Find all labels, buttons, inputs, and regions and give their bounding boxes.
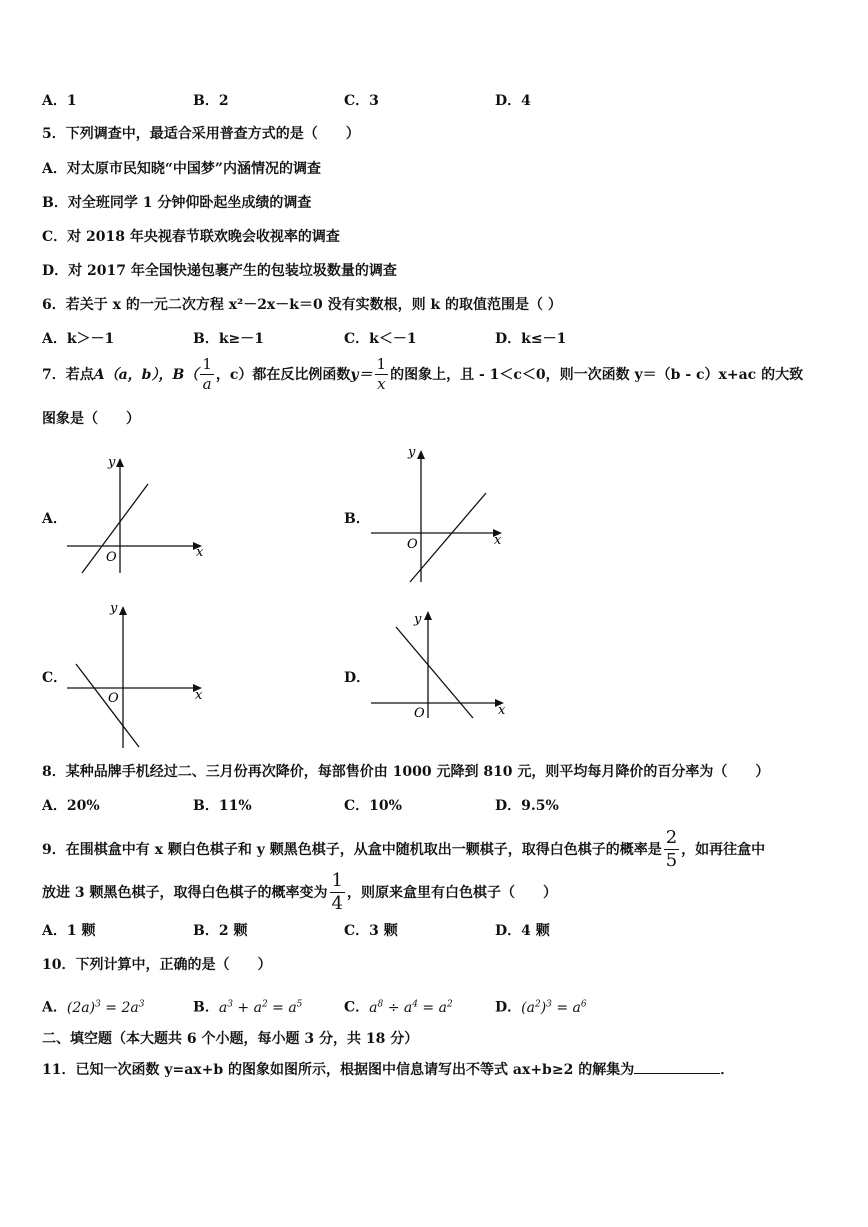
q8-option-d: D．9.5% (495, 798, 559, 814)
option-label: C． (344, 999, 370, 1016)
q9-stem-line1 (42, 829, 765, 870)
y-axis-label: y (110, 601, 118, 616)
q10-expr-d: $(a^2)^3 = a^6$ (521, 999, 587, 1016)
q10-option-d (495, 995, 587, 1017)
q11-end: ． (720, 1062, 735, 1078)
q5-option-a: A．对太原市民知晓“中国梦”内涵情况的调查 (42, 161, 321, 177)
y-axis-label: y (414, 612, 422, 627)
frac-numerator: 2 (665, 827, 678, 848)
q9-frac-1-4 (330, 872, 345, 913)
frac-numerator: 1 (331, 870, 343, 891)
q6-option-b: B．k≥－1 (193, 331, 265, 347)
q5-option-c: C．对 2018 年央视春节联欢晚会收视率的调查 (42, 229, 340, 245)
q11-stem (42, 1059, 734, 1079)
q6-option-d: D．k≤－1 (495, 331, 567, 347)
q9-stem-line2 (42, 872, 557, 913)
x-axis-label: x (494, 533, 502, 548)
origin-label: O (407, 537, 418, 552)
q4-option-c: C．3 (344, 93, 379, 109)
q7-stem-line2: 图象是（ ） (42, 411, 140, 427)
q4-option-b: B．2 (193, 93, 229, 109)
option-label: A． (42, 999, 67, 1016)
q9-line1-post: ，如再往盒中 (681, 841, 766, 858)
q7-graph-c (62, 598, 212, 750)
x-axis-label: x (498, 703, 506, 718)
option-label: D． (495, 999, 522, 1016)
q10-option-b (193, 995, 302, 1017)
q9-line1-pre: 9．在围棋盒中有 x 颗白色棋子和 y 颗黑色棋子，从盒中随机取出一颗棋子，取得白色棋子的概率是 (42, 841, 662, 858)
q8-option-a: A．20% (42, 798, 100, 814)
frac-denominator: 4 (331, 893, 343, 914)
q11-answer-blank[interactable] (634, 1059, 720, 1074)
q7-frac-1-over-a (200, 357, 214, 392)
q6-option-c: C．k＜－1 (344, 331, 417, 347)
q9-option-d: D．4 颗 (495, 923, 550, 939)
frac-numerator: 1 (376, 355, 387, 373)
q7-part2: 的图象上，且 - 1＜c＜0，则一次函数 y＝（b - c）x+ac 的大致 (390, 366, 804, 383)
q10-stem: 10．下列计算中，正确的是（ ） (42, 957, 272, 973)
q7-option-a-label: A． (42, 511, 67, 527)
q11-text: 11．已知一次函数 y=ax+b 的图象如图所示，根据图中信息请写出不等式 ax+b≥2 的解集为 (42, 1062, 635, 1078)
q9-option-b: B．2 颗 (193, 923, 248, 939)
q7-frac-1-over-x (375, 357, 389, 392)
q10-option-c (344, 995, 453, 1017)
origin-label: O (106, 550, 117, 565)
q7-graph-b (366, 440, 516, 585)
q9-frac-2-5 (664, 829, 679, 870)
q7-point-a: A（a，b）， (93, 366, 173, 383)
q5-option-d: D．对 2017 年全国快递包裹产生的包装垃圾数量的调查 (42, 263, 397, 279)
frac-denominator: 5 (665, 850, 678, 871)
q8-stem: 8．某种品牌手机经过二、三月份再次降价，每部售价由 1000 元降到 810 元，则平均每月降价的百分率为（ ） (42, 764, 770, 780)
q9-option-a: A．1 颗 (42, 923, 96, 939)
section-2-heading: 二、填空题（本大题共 6 个小题，每小题 3 分，共 18 分） (42, 1031, 419, 1047)
q4-option-a: A．1 (42, 93, 77, 109)
y-axis-label: y (408, 445, 416, 460)
q6-option-a: A．k＞－1 (42, 331, 115, 347)
q8-option-b: B．11% (193, 798, 252, 814)
q7-option-c-label: C． (42, 670, 68, 686)
q7-point-b-pre: B（ (172, 366, 199, 383)
q8-option-c: C．10% (344, 798, 402, 814)
q5-stem: 5．下列调查中，最适合采用普查方式的是（ ） (42, 126, 360, 142)
q7-option-b-label: B． (344, 511, 370, 527)
q5-option-b: B．对全班同学 1 分钟仰卧起坐成绩的调查 (42, 195, 312, 211)
q7-point-b-post: ，c）都在反比例函数 (215, 366, 351, 383)
q10-option-a (42, 995, 144, 1017)
q10-expr-a: $(2a)^3 = 2a^3$ (66, 999, 145, 1016)
q7-func-y: y＝ (350, 366, 373, 383)
q7-graph-d (366, 605, 516, 720)
origin-label: O (414, 706, 425, 720)
q4-option-d: D．4 (495, 93, 531, 109)
x-axis-label: x (196, 545, 204, 560)
q7-option-d-label: D． (344, 670, 371, 686)
q7-part1: 7．若点 (42, 366, 94, 383)
q9-line2-post: ，则原来盒里有白色棋子（ ） (346, 884, 557, 901)
option-label: B． (193, 999, 219, 1016)
y-axis-label: y (108, 455, 116, 470)
q10-expr-b: $a^3 + a^2 = a^5$ (218, 999, 303, 1016)
q10-expr-c: $a^8 \div a^4 = a^2$ (369, 999, 453, 1016)
q7-stem (42, 357, 803, 392)
x-axis-label: x (195, 688, 203, 703)
frac-numerator: 1 (202, 355, 212, 373)
q7-graph-a (62, 448, 212, 578)
q9-line2-pre: 放进 3 颗黑色棋子，取得白色棋子的概率变为 (42, 884, 328, 901)
q6-stem: 6．若关于 x 的一元二次方程 x²－2x－k＝0 没有实数根，则 k 的取值范围是（ ） (42, 297, 562, 313)
frac-denominator: a (202, 375, 212, 393)
frac-denominator: x (377, 375, 386, 393)
origin-label: O (108, 691, 119, 706)
q9-option-c: C．3 颗 (344, 923, 398, 939)
